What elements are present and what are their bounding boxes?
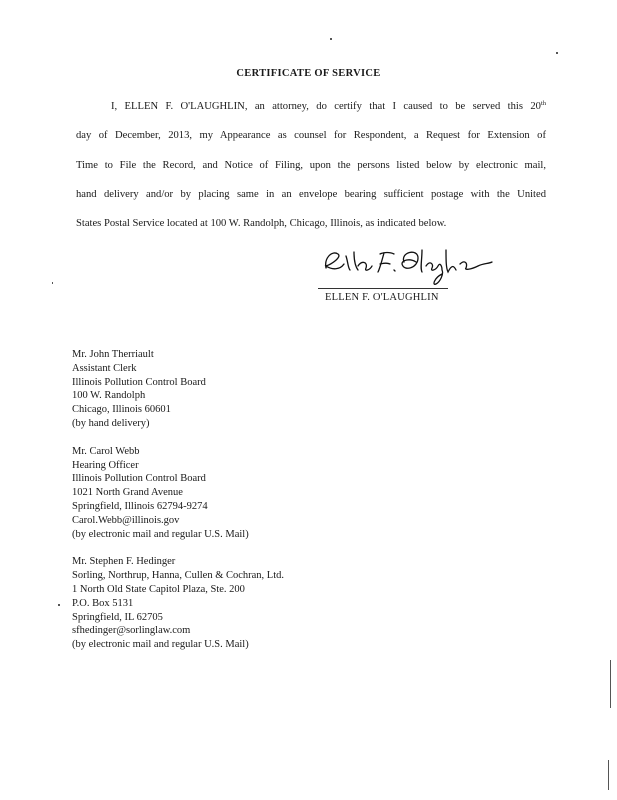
recipient-block: [72, 348, 284, 431]
body-line: States Postal Service located at 100 W. Randolph, Chicago, Illinois, as indicated below.: [76, 218, 447, 230]
body-line: I, ELLEN F. O'LAUGHLIN, an attorney, do certify that I caused to be served this 20th: [111, 100, 546, 112]
recipient-line: Illinois Pollution Control Board: [72, 473, 206, 485]
recipient-line: 1021 North Grand Avenue: [72, 487, 183, 499]
scan-speck: [610, 660, 611, 708]
scan-speck: [58, 604, 60, 606]
recipient-line: Sorling, Northrup, Hanna, Cullen & Cochran, Ltd.: [72, 570, 285, 582]
recipient-line: (by hand delivery): [72, 417, 150, 429]
scan-speck: [556, 52, 558, 54]
recipient-line: (by electronic mail and regular U.S. Mail): [72, 528, 249, 540]
body-line: hand delivery and/or by placing same in an envelope bearing sufficient postage with the United: [76, 188, 546, 200]
handwritten-signature: [318, 240, 498, 288]
recipient-line: Hearing Officer: [72, 459, 139, 471]
certificate-body: [76, 92, 546, 238]
recipient-line: Mr. Stephen F. Hedinger: [72, 556, 176, 568]
recipient-line: Mr. John Therriault: [72, 349, 154, 360]
scan-speck: [52, 282, 53, 284]
date-suffix: th: [540, 100, 546, 107]
scan-speck: [330, 38, 332, 40]
body-line: day of December, 2013, my Appearance as counsel for Respondent, a Request for Extension of: [76, 130, 546, 142]
recipient-line: Springfield, Illinois 62794-9274: [72, 500, 208, 512]
recipient-line: Carol.Webb@illinois.gov: [72, 514, 180, 526]
signature-line: [318, 288, 448, 289]
body-line: Time to File the Record, and Notice of Filing, upon the persons listed below by electronic mail,: [76, 159, 546, 171]
recipient-line: Mr. Carol Webb: [72, 445, 140, 457]
recipient-line: Assistant Clerk: [72, 362, 137, 374]
recipient-line: 100 W. Randolph: [72, 390, 146, 402]
recipient-line: 1 North Old State Capitol Plaza, Ste. 200: [72, 583, 245, 595]
recipient-line: P.O. Box 5131: [72, 597, 134, 609]
recipient-block: [72, 555, 284, 652]
document-title: CERTIFICATE OF SERVICE: [236, 68, 381, 79]
recipient-line: Chicago, Illinois 60601: [72, 404, 171, 416]
service-list: [72, 348, 284, 666]
recipient-line: sfhedinger@sorlinglaw.com: [72, 625, 191, 637]
recipient-block: [72, 445, 284, 542]
scan-speck: [608, 760, 609, 790]
signer-name: ELLEN F. O'LAUGHLIN: [325, 292, 439, 303]
recipient-line: Illinois Pollution Control Board: [72, 376, 206, 388]
recipient-line: Springfield, IL 62705: [72, 611, 163, 623]
recipient-line: (by electronic mail and regular U.S. Mail): [72, 639, 249, 651]
